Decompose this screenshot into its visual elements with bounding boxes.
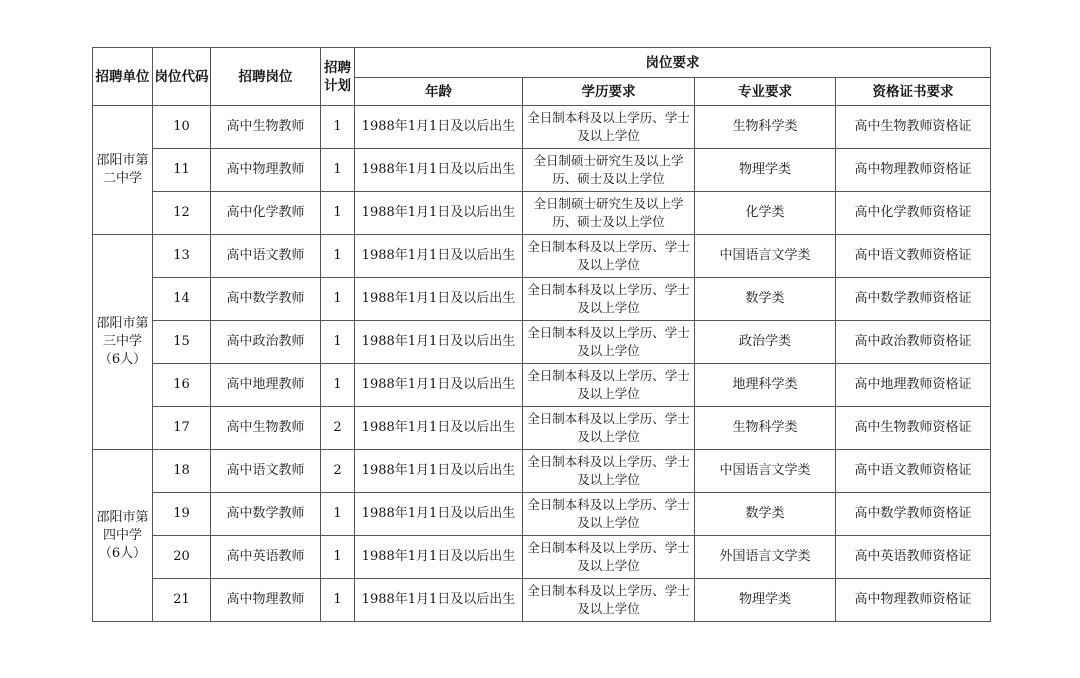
edu-line1: 全日制本科及以上学历、学士	[527, 368, 690, 383]
certificate-requirement: 高中政治教师资格证	[836, 321, 991, 364]
edu-line2: 及以上学位	[577, 343, 640, 358]
table-row	[93, 579, 991, 622]
post-plan: 2	[321, 407, 355, 450]
header-plan-line1: 招聘	[324, 59, 351, 76]
age-requirement: 1988年1月1日及以后出生	[355, 407, 523, 450]
header-post: 招聘岗位	[211, 48, 321, 106]
post-plan: 1	[321, 321, 355, 364]
certificate-requirement: 高中地理教师资格证	[836, 364, 991, 407]
unit-name-cell	[93, 235, 153, 450]
post-name: 高中英语教师	[211, 536, 321, 579]
post-plan: 1	[321, 235, 355, 278]
education-requirement	[523, 321, 695, 364]
edu-line1: 全日制本科及以上学历、学士	[527, 497, 690, 512]
education-requirement	[523, 235, 695, 278]
table-row	[93, 493, 991, 536]
age-requirement: 1988年1月1日及以后出生	[355, 493, 523, 536]
post-code: 11	[153, 149, 211, 192]
edu-line2: 及以上学位	[577, 558, 640, 573]
certificate-requirement: 高中数学教师资格证	[836, 493, 991, 536]
post-plan: 1	[321, 493, 355, 536]
certificate-requirement: 高中化学教师资格证	[836, 192, 991, 235]
edu-line1: 全日制硕士研究生及以上学	[533, 153, 684, 168]
post-code: 17	[153, 407, 211, 450]
education-requirement	[523, 278, 695, 321]
post-name: 高中政治教师	[211, 321, 321, 364]
unit-name-cell	[93, 106, 153, 235]
post-code: 14	[153, 278, 211, 321]
major-requirement: 数学类	[695, 493, 836, 536]
edu-line1: 全日制本科及以上学历、学士	[527, 239, 690, 254]
recruitment-table	[92, 47, 991, 622]
age-requirement: 1988年1月1日及以后出生	[355, 149, 523, 192]
certificate-requirement: 高中英语教师资格证	[836, 536, 991, 579]
unit-name-line3: （6人）	[98, 352, 147, 367]
age-requirement: 1988年1月1日及以后出生	[355, 321, 523, 364]
edu-line2: 及以上学位	[577, 515, 640, 530]
education-requirement	[523, 493, 695, 536]
edu-line1: 全日制硕士研究生及以上学	[533, 196, 684, 211]
age-requirement: 1988年1月1日及以后出生	[355, 364, 523, 407]
edu-line1: 全日制本科及以上学历、学士	[527, 325, 690, 340]
edu-line1: 全日制本科及以上学历、学士	[527, 454, 690, 469]
age-requirement: 1988年1月1日及以后出生	[355, 106, 523, 149]
table-row	[93, 364, 991, 407]
major-requirement: 地理科学类	[695, 364, 836, 407]
header-code: 岗位代码	[153, 48, 211, 106]
post-name: 高中语文教师	[211, 235, 321, 278]
post-code: 21	[153, 579, 211, 622]
post-name: 高中生物教师	[211, 106, 321, 149]
post-plan: 1	[321, 278, 355, 321]
certificate-requirement: 高中物理教师资格证	[836, 149, 991, 192]
unit-name-line1: 邵阳市第	[96, 153, 149, 168]
table-row	[93, 407, 991, 450]
post-name: 高中物理教师	[211, 579, 321, 622]
edu-line2: 及以上学位	[577, 128, 640, 143]
post-plan: 1	[321, 579, 355, 622]
post-plan: 1	[321, 149, 355, 192]
table-row	[93, 450, 991, 493]
edu-line1: 全日制本科及以上学历、学士	[527, 583, 690, 598]
header-plan-line2: 计划	[324, 77, 351, 94]
unit-name-line3: （6人）	[98, 545, 147, 561]
major-requirement: 中国语言文学类	[695, 450, 836, 493]
certificate-requirement: 高中物理教师资格证	[836, 579, 991, 622]
edu-line2: 及以上学位	[577, 429, 640, 444]
major-requirement: 化学类	[695, 192, 836, 235]
header-education: 学历要求	[523, 78, 695, 106]
unit-name-line2: 三中学	[102, 334, 142, 349]
education-requirement	[523, 106, 695, 149]
header-major: 专业要求	[695, 78, 836, 106]
post-name: 高中物理教师	[211, 149, 321, 192]
unit-name-line2: 二中学	[102, 171, 142, 186]
header-unit: 招聘单位	[93, 48, 153, 106]
post-code: 10	[153, 106, 211, 149]
header-requirements: 岗位要求	[355, 48, 991, 78]
edu-line2: 历、硕士及以上学位	[552, 214, 665, 229]
major-requirement: 生物科学类	[695, 407, 836, 450]
major-requirement: 物理学类	[695, 149, 836, 192]
post-plan: 1	[321, 192, 355, 235]
table-body	[93, 106, 991, 622]
unit-name-line2: 四中学	[102, 527, 142, 543]
post-code: 13	[153, 235, 211, 278]
certificate-requirement: 高中数学教师资格证	[836, 278, 991, 321]
post-code: 20	[153, 536, 211, 579]
age-requirement: 1988年1月1日及以后出生	[355, 579, 523, 622]
post-code: 15	[153, 321, 211, 364]
post-name: 高中数学教师	[211, 493, 321, 536]
major-requirement: 数学类	[695, 278, 836, 321]
edu-line2: 及以上学位	[577, 472, 640, 487]
table-row	[93, 149, 991, 192]
post-plan: 2	[321, 450, 355, 493]
certificate-requirement: 高中生物教师资格证	[836, 407, 991, 450]
table-row	[93, 278, 991, 321]
table-row	[93, 106, 991, 149]
major-requirement: 外国语言文学类	[695, 536, 836, 579]
education-requirement	[523, 536, 695, 579]
major-requirement: 生物科学类	[695, 106, 836, 149]
table-row	[93, 536, 991, 579]
certificate-requirement: 高中生物教师资格证	[836, 106, 991, 149]
edu-line2: 及以上学位	[577, 300, 640, 315]
header-certificate: 资格证书要求	[836, 78, 991, 106]
edu-line1: 全日制本科及以上学历、学士	[527, 540, 690, 555]
post-code: 12	[153, 192, 211, 235]
post-plan: 1	[321, 106, 355, 149]
certificate-requirement: 高中语文教师资格证	[836, 235, 991, 278]
education-requirement	[523, 192, 695, 235]
unit-name-cell	[93, 450, 153, 622]
post-code: 16	[153, 364, 211, 407]
unit-name-line1: 邵阳市第	[96, 509, 149, 525]
table-row	[93, 321, 991, 364]
edu-line1: 全日制本科及以上学历、学士	[527, 411, 690, 426]
edu-line1: 全日制本科及以上学历、学士	[527, 110, 690, 125]
education-requirement	[523, 579, 695, 622]
header-plan	[321, 48, 355, 106]
header-age: 年龄	[355, 78, 523, 106]
post-name: 高中化学教师	[211, 192, 321, 235]
post-name: 高中生物教师	[211, 407, 321, 450]
post-plan: 1	[321, 364, 355, 407]
post-name: 高中语文教师	[211, 450, 321, 493]
age-requirement: 1988年1月1日及以后出生	[355, 235, 523, 278]
post-name: 高中数学教师	[211, 278, 321, 321]
post-name: 高中地理教师	[211, 364, 321, 407]
edu-line2: 及以上学位	[577, 257, 640, 272]
education-requirement	[523, 450, 695, 493]
major-requirement: 中国语言文学类	[695, 235, 836, 278]
table-row	[93, 192, 991, 235]
edu-line2: 历、硕士及以上学位	[552, 171, 665, 186]
education-requirement	[523, 407, 695, 450]
post-code: 18	[153, 450, 211, 493]
table-header	[93, 48, 991, 106]
major-requirement: 物理学类	[695, 579, 836, 622]
education-requirement	[523, 149, 695, 192]
age-requirement: 1988年1月1日及以后出生	[355, 450, 523, 493]
post-plan: 1	[321, 536, 355, 579]
age-requirement: 1988年1月1日及以后出生	[355, 192, 523, 235]
certificate-requirement: 高中语文教师资格证	[836, 450, 991, 493]
edu-line2: 及以上学位	[577, 386, 640, 401]
age-requirement: 1988年1月1日及以后出生	[355, 536, 523, 579]
edu-line2: 及以上学位	[577, 601, 640, 616]
age-requirement: 1988年1月1日及以后出生	[355, 278, 523, 321]
education-requirement	[523, 364, 695, 407]
table-row	[93, 235, 991, 278]
major-requirement: 政治学类	[695, 321, 836, 364]
post-code: 19	[153, 493, 211, 536]
unit-name-line1: 邵阳市第	[96, 316, 149, 331]
edu-line1: 全日制本科及以上学历、学士	[527, 282, 690, 297]
